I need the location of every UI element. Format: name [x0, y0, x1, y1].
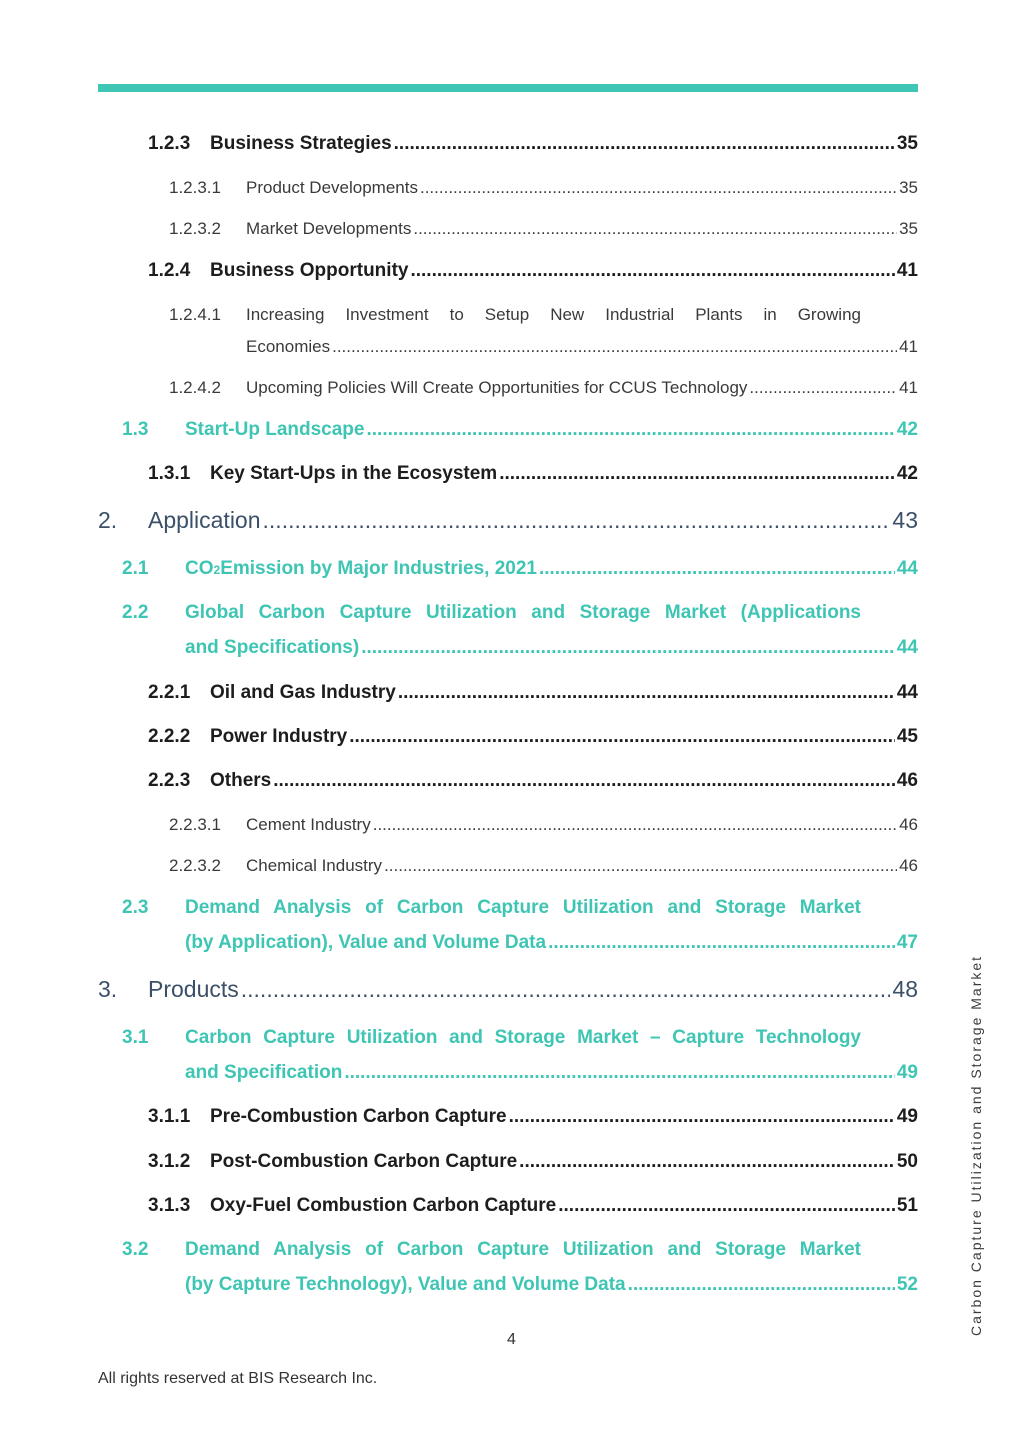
toc-title: Emission by Major Industries, 2021	[220, 558, 537, 579]
toc-title: Market Developments	[246, 219, 412, 238]
dot-leader	[349, 726, 895, 748]
toc-title-line1: Demand Analysis of Carbon Capture Utilization and Storage Market	[185, 1239, 861, 1260]
toc-title: and Specification	[185, 1062, 343, 1083]
toc-page: 41	[899, 337, 918, 356]
toc-title: Application	[148, 507, 261, 533]
dot-leader	[420, 178, 897, 198]
toc-page: 46	[899, 815, 918, 834]
dot-leader	[539, 558, 895, 580]
toc-title-line1: Carbon Capture Utilization and Storage Market – Capture Technology	[185, 1027, 861, 1048]
toc-title: Power Industry	[210, 726, 348, 747]
dot-leader	[499, 463, 895, 485]
toc-number: 3.1.3	[148, 1195, 191, 1216]
toc-number: 1.2.4	[148, 260, 191, 281]
dot-leader	[361, 637, 895, 659]
dot-leader	[509, 1106, 895, 1128]
side-running-title: Carbon Capture Utilization and Storage Market	[968, 954, 984, 1336]
toc-page: 52	[896, 1274, 918, 1295]
toc-title-line1: Increasing Investment to Setup New Industrial Plants in Growing	[246, 305, 861, 324]
dot-leader	[398, 682, 895, 704]
dot-leader	[519, 1151, 895, 1173]
toc-page: 35	[896, 133, 918, 154]
toc-page: 42	[896, 463, 918, 484]
toc-title: Start-Up Landscape	[185, 419, 365, 440]
toc-number: 1.2.3.1	[169, 178, 221, 197]
toc-number: 2.2.3	[148, 770, 191, 791]
dot-leader	[394, 133, 895, 155]
toc-title: Products	[148, 976, 239, 1002]
toc-page: 46	[899, 856, 918, 875]
toc-title-prefix: CO	[185, 558, 214, 579]
toc-number: 1.2.3.2	[169, 219, 221, 238]
toc-number: 3.2	[122, 1239, 149, 1260]
toc-number: 2.2.3.1	[169, 815, 221, 834]
toc-page: 48	[892, 976, 918, 1002]
toc-title: Key Start-Ups in the Ecosystem	[210, 463, 498, 484]
toc-page: 41	[896, 260, 918, 281]
toc-page: 44	[896, 558, 918, 579]
toc-title: Upcoming Policies Will Create Opportunities for CCUS Technology	[246, 378, 748, 397]
toc-title: Business Opportunity	[210, 260, 409, 281]
toc-page: 45	[896, 726, 918, 747]
dot-leader	[548, 932, 895, 954]
toc-page: 46	[896, 770, 918, 791]
toc-title: Others	[210, 770, 272, 791]
toc-title: Oil and Gas Industry	[210, 682, 396, 703]
toc-number: 1.2.3	[148, 133, 191, 154]
toc-title: Business Strategies	[210, 133, 392, 154]
toc-title: Oxy-Fuel Combustion Carbon Capture	[210, 1195, 557, 1216]
page-number: 4	[507, 1331, 516, 1348]
toc-title: Cement Industry	[246, 815, 371, 834]
dot-leader	[366, 419, 894, 441]
toc-title: Product Developments	[246, 178, 418, 197]
toc-page: 43	[892, 507, 918, 533]
toc-number: 1.2.4.1	[169, 305, 221, 324]
toc-title: Chemical Industry	[246, 856, 383, 875]
toc-number: 2.2.3.2	[169, 856, 221, 875]
toc-page: 44	[896, 682, 918, 703]
toc-page: 44	[896, 637, 918, 658]
toc-number: 2.1	[122, 558, 149, 579]
toc-page: 51	[896, 1195, 918, 1216]
dot-leader	[413, 219, 897, 239]
toc-title-line1: Demand Analysis of Carbon Capture Utilization and Storage Market	[185, 897, 861, 918]
dot-leader	[373, 815, 897, 835]
header-rule	[98, 84, 918, 92]
toc-title: and Specifications)	[185, 637, 360, 658]
toc-page: 41	[899, 378, 918, 397]
toc-title: (by Application), Value and Volume Data	[185, 932, 547, 953]
toc-page: 35	[899, 219, 918, 238]
toc-title: (by Capture Technology), Value and Volume Data	[185, 1274, 626, 1295]
toc-number: 1.2.4.2	[169, 378, 221, 397]
toc-number: 3.	[98, 976, 118, 1002]
dot-leader	[241, 976, 891, 1003]
dot-leader	[273, 770, 895, 792]
toc-title-subscript: 2	[213, 563, 221, 577]
dot-leader	[263, 507, 891, 534]
toc-page: 49	[896, 1106, 918, 1127]
toc-number: 2.3	[122, 897, 149, 918]
toc-page: 49	[896, 1062, 918, 1083]
dot-leader	[344, 1062, 895, 1084]
toc-title: Economies	[246, 337, 331, 356]
toc-number: 2.2.2	[148, 726, 191, 747]
toc-page: 50	[896, 1151, 918, 1172]
toc-page: 35	[899, 178, 918, 197]
dot-leader	[332, 337, 897, 357]
toc-page: 42	[896, 419, 918, 440]
toc-number: 1.3.1	[148, 463, 191, 484]
toc-number: 2.2.1	[148, 682, 191, 703]
toc-number: 3.1.2	[148, 1151, 191, 1172]
toc-number: 3.1.1	[148, 1106, 191, 1127]
toc-page: 47	[896, 932, 918, 953]
dot-leader	[558, 1195, 895, 1217]
toc-title: Post-Combustion Carbon Capture	[210, 1151, 518, 1172]
toc-number: 2.	[98, 507, 118, 533]
dot-leader	[410, 260, 894, 282]
toc-number: 2.2	[122, 602, 149, 623]
dot-leader	[628, 1274, 895, 1296]
footer-copyright: All rights reserved at BIS Research Inc.	[98, 1370, 378, 1387]
toc-title: Pre-Combustion Carbon Capture	[210, 1106, 507, 1127]
toc-number: 3.1	[122, 1027, 149, 1048]
toc-title-line1: Global Carbon Capture Utilization and Storage Market (Applications	[185, 602, 861, 623]
dot-leader	[384, 856, 897, 876]
dot-leader	[749, 378, 897, 398]
toc-number: 1.3	[122, 419, 149, 440]
